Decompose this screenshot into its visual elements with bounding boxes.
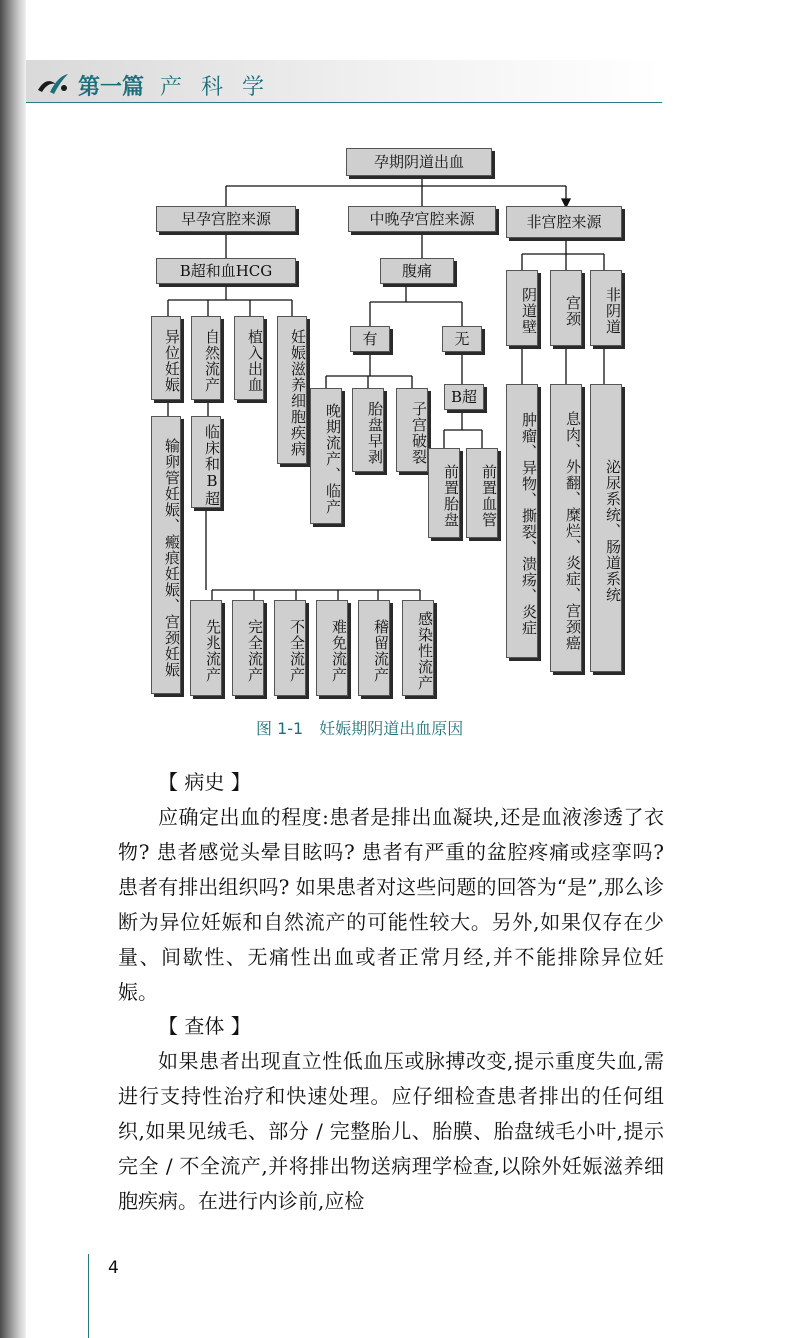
exam-paragraph: 如果患者出现直立性低血压或脉搏改变,提示重度失血,需进行支持性治疗和快速处理。应仔细检查患者排出的任何组织,如果见绒毛、部分 / 完整胎儿、胎膜、胎盘绒毛小叶,提示完全 / 不全流产,并将排出物送病理学检查,以除外妊娠滋养细胞疾病。在进行内诊前,应检 bbox=[118, 1049, 664, 1213]
abortion-type-missed: 稽留流产 bbox=[358, 600, 390, 696]
page-number: 4 bbox=[108, 1258, 119, 1278]
section-heading-history: 【 病史 】 bbox=[158, 770, 251, 794]
uterine-rupture-box: 子宫破裂 bbox=[396, 388, 428, 472]
chapter-subject: 产 科 学 bbox=[160, 75, 270, 100]
placental-abruption-box: 胎盘早剥 bbox=[352, 388, 384, 472]
figure-caption: 图 1-1 妊娠期阴道出血原因 bbox=[256, 719, 464, 738]
non-vaginal-box: 非阴道 bbox=[590, 270, 622, 346]
non-uterine-source-box: 非宫腔来源 bbox=[506, 206, 622, 238]
mid-late-source-box: 中晚孕宫腔来源 bbox=[348, 206, 496, 232]
vaginal-wall-detail-box: 肿瘤、异物、撕裂、溃疡、炎症 bbox=[506, 384, 538, 658]
vasa-previa-box: 前置血管 bbox=[466, 448, 498, 538]
spontaneous-abortion-box: 自然流产 bbox=[191, 316, 221, 400]
section-heading-exam: 【 查体 】 bbox=[158, 1014, 251, 1038]
late-abortion-labor-box: 晚期流产、临产 bbox=[310, 388, 342, 524]
gtd-box: 妊娠滋养细胞疾病 bbox=[277, 316, 307, 464]
pain-yes-box: 有 bbox=[350, 326, 390, 352]
ultrasound-hcg-box: B超和血HCG bbox=[156, 258, 296, 284]
ectopic-detail-box: 输卵管妊娠、瘢痕妊娠、宫颈妊娠 bbox=[151, 416, 181, 694]
implantation-bleeding-box: 植入出血 bbox=[234, 316, 264, 400]
clinical-ultrasound-box: 临床和B超 bbox=[191, 416, 221, 508]
abortion-type-threatened: 先兆流产 bbox=[190, 600, 222, 696]
abortion-type-septic: 感染性流产 bbox=[402, 600, 434, 696]
placenta-previa-box: 前置胎盘 bbox=[428, 448, 460, 538]
history-paragraph: 应确定出血的程度:患者是排出血凝块,还是血液渗透了衣物? 患者感觉头晕目眩吗? 患者有严重的盆腔疼痛或痉挛吗? 患者有排出组织吗? 如果患者对这些问题的回答为“是”,那么诊断为异位妊娠和自然流产的可能性较大。另外,如果仅存在少量、间歇性、无痛性出血或者正常月经,并不能排除异位妊娠。 bbox=[118, 805, 664, 1004]
chapter-title: 第一篇 bbox=[78, 75, 145, 100]
abdominal-pain-box: 腹痛 bbox=[380, 258, 454, 284]
non-vaginal-detail-box: 泌尿系统、肠道系统 bbox=[590, 384, 622, 672]
abortion-type-complete: 完全流产 bbox=[232, 600, 264, 696]
footer-rule bbox=[88, 1254, 89, 1338]
mid-late-ultrasound-box: B超 bbox=[444, 384, 484, 410]
vaginal-wall-box: 阴道壁 bbox=[506, 270, 538, 346]
cervix-box: 宫颈 bbox=[550, 270, 582, 346]
ectopic-box: 异位妊娠 bbox=[151, 316, 181, 400]
early-source-box: 早孕宫腔来源 bbox=[156, 206, 296, 232]
abortion-type-incomplete: 不全流产 bbox=[274, 600, 306, 696]
cervix-detail-box: 息肉、外翻、糜烂、炎症、宫颈癌 bbox=[550, 384, 582, 672]
abortion-type-inevitable: 难免流产 bbox=[316, 600, 348, 696]
pain-no-box: 无 bbox=[442, 326, 482, 352]
root-box: 孕期阴道出血 bbox=[346, 148, 492, 176]
